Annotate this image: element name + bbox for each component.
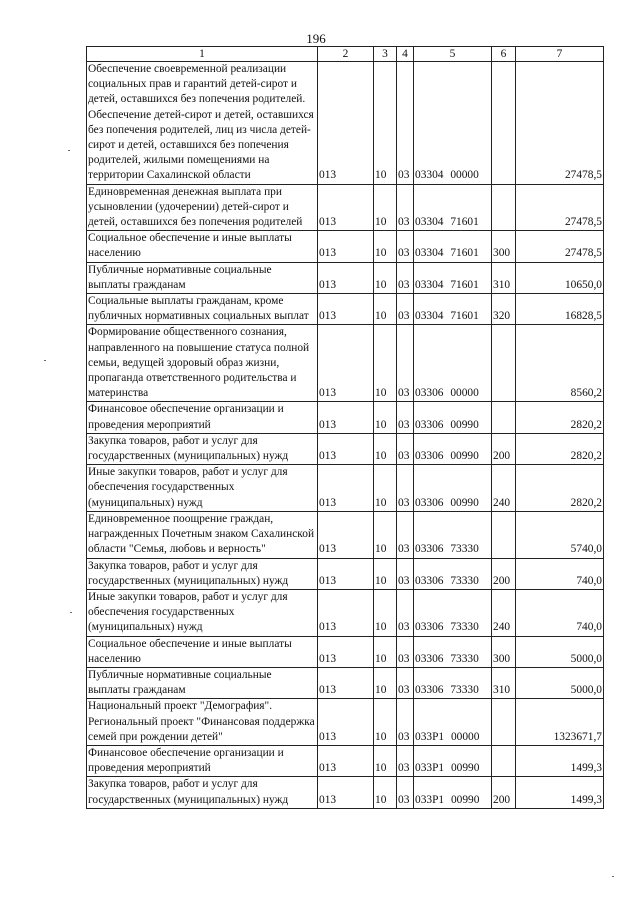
cell-name: Социальные выплаты гражданам, кроме публичных нормативных социальных выплат bbox=[87, 294, 318, 325]
cell-name: Закупка товаров, работ и услуг для государственных (муниципальных) нужд bbox=[87, 777, 318, 808]
column-header: 7 bbox=[516, 47, 604, 62]
table-row bbox=[87, 745, 604, 776]
cell-amount: 1499,3 bbox=[516, 777, 604, 808]
cell-name: Финансовое обеспечение организации и проведения мероприятий bbox=[87, 402, 318, 433]
cell-amount: 1323671,7 bbox=[516, 699, 604, 746]
cell-section: 10 bbox=[374, 589, 397, 636]
cell-ministry-code: 013 bbox=[318, 465, 374, 512]
cell-target-article: 03304 71601 bbox=[414, 294, 492, 325]
cell-ministry-code: 013 bbox=[318, 589, 374, 636]
cell-subsection: 03 bbox=[397, 511, 414, 558]
cell-subsection: 03 bbox=[397, 465, 414, 512]
cell-subsection: 03 bbox=[397, 558, 414, 589]
cell-name: Закупка товаров, работ и услуг для государственных (муниципальных) нужд bbox=[87, 558, 318, 589]
cell-expense-kind bbox=[492, 402, 516, 433]
cell-target-article: 03306 73330 bbox=[414, 636, 492, 667]
cell-section: 10 bbox=[374, 745, 397, 776]
cell-target-article: 03306 73330 bbox=[414, 667, 492, 698]
table-row bbox=[87, 636, 604, 667]
cell-section: 10 bbox=[374, 636, 397, 667]
cell-ministry-code: 013 bbox=[318, 667, 374, 698]
cell-target-article: 03306 00000 bbox=[414, 325, 492, 402]
table-row bbox=[87, 667, 604, 698]
cell-subsection: 03 bbox=[397, 699, 414, 746]
cell-amount: 1499,3 bbox=[516, 745, 604, 776]
cell-ministry-code: 013 bbox=[318, 184, 374, 231]
cell-target-article: 03306 00990 bbox=[414, 465, 492, 512]
cell-expense-kind bbox=[492, 184, 516, 231]
cell-subsection: 03 bbox=[397, 294, 414, 325]
cell-subsection: 03 bbox=[397, 325, 414, 402]
cell-amount: 5000,0 bbox=[516, 636, 604, 667]
cell-target-article: 033P1 00000 bbox=[414, 699, 492, 746]
table-row bbox=[87, 294, 604, 325]
cell-expense-kind: 300 bbox=[492, 636, 516, 667]
cell-amount: 5000,0 bbox=[516, 667, 604, 698]
cell-expense-kind: 200 bbox=[492, 433, 516, 464]
cell-amount: 27478,5 bbox=[516, 231, 604, 262]
cell-section: 10 bbox=[374, 558, 397, 589]
cell-amount: 10650,0 bbox=[516, 262, 604, 293]
cell-ministry-code: 013 bbox=[318, 402, 374, 433]
cell-amount: 2820,2 bbox=[516, 433, 604, 464]
cell-subsection: 03 bbox=[397, 589, 414, 636]
cell-target-article: 03304 71601 bbox=[414, 184, 492, 231]
column-header-row bbox=[87, 47, 604, 62]
column-header: 5 bbox=[414, 47, 492, 62]
cell-amount: 5740,0 bbox=[516, 511, 604, 558]
table-row bbox=[87, 62, 604, 185]
cell-name: Публичные нормативные социальные выплаты гражданам bbox=[87, 262, 318, 293]
cell-amount: 740,0 bbox=[516, 589, 604, 636]
cell-subsection: 03 bbox=[397, 636, 414, 667]
cell-section: 10 bbox=[374, 184, 397, 231]
cell-amount: 2820,2 bbox=[516, 402, 604, 433]
cell-ministry-code: 013 bbox=[318, 699, 374, 746]
cell-amount: 27478,5 bbox=[516, 184, 604, 231]
cell-subsection: 03 bbox=[397, 184, 414, 231]
cell-ministry-code: 013 bbox=[318, 636, 374, 667]
column-header: 1 bbox=[87, 47, 318, 62]
cell-subsection: 03 bbox=[397, 231, 414, 262]
cell-subsection: 03 bbox=[397, 433, 414, 464]
budget-table bbox=[86, 46, 604, 809]
cell-subsection: 03 bbox=[397, 745, 414, 776]
cell-ministry-code: 013 bbox=[318, 745, 374, 776]
cell-name: Финансовое обеспечение организации и проведения мероприятий bbox=[87, 745, 318, 776]
column-header: 3 bbox=[374, 47, 397, 62]
cell-target-article: 03306 73330 bbox=[414, 511, 492, 558]
cell-ministry-code: 013 bbox=[318, 262, 374, 293]
table-row bbox=[87, 262, 604, 293]
cell-expense-kind: 310 bbox=[492, 667, 516, 698]
cell-ministry-code: 013 bbox=[318, 777, 374, 808]
cell-amount: 740,0 bbox=[516, 558, 604, 589]
table-body bbox=[87, 62, 604, 809]
cell-expense-kind: 240 bbox=[492, 589, 516, 636]
cell-section: 10 bbox=[374, 62, 397, 185]
cell-section: 10 bbox=[374, 699, 397, 746]
cell-target-article: 03304 71601 bbox=[414, 262, 492, 293]
cell-name: Социальное обеспечение и иные выплаты населению bbox=[87, 231, 318, 262]
cell-section: 10 bbox=[374, 294, 397, 325]
cell-name: Обеспечение своевременной реализации социальных прав и гарантий детей-сирот и детей, оставшихся без попечения родителей. Обеспечение детей-сирот и детей, оставшихся без попечения родителей, лиц из числа детей-сирот и детей, оставшихся без попечения родителей, жилыми помещениями на территории Сахалинской области bbox=[87, 62, 318, 185]
cell-expense-kind: 240 bbox=[492, 465, 516, 512]
page-number: 196 bbox=[306, 31, 326, 46]
table-row bbox=[87, 325, 604, 402]
cell-ministry-code: 013 bbox=[318, 558, 374, 589]
cell-section: 10 bbox=[374, 667, 397, 698]
cell-amount: 16828,5 bbox=[516, 294, 604, 325]
cell-section: 10 bbox=[374, 231, 397, 262]
table-row bbox=[87, 184, 604, 231]
cell-name: Единовременное поощрение граждан, награжденных Почетным знаком Сахалинской области "Семья, любовь и верность" bbox=[87, 511, 318, 558]
cell-section: 10 bbox=[374, 262, 397, 293]
cell-target-article: 033P1 00990 bbox=[414, 777, 492, 808]
cell-subsection: 03 bbox=[397, 62, 414, 185]
cell-name: Единовременная денежная выплата при усыновлении (удочерении) детей-сирот и детей, оставшихся без попечения родителей bbox=[87, 184, 318, 231]
table-row bbox=[87, 558, 604, 589]
cell-section: 10 bbox=[374, 433, 397, 464]
cell-expense-kind: 200 bbox=[492, 558, 516, 589]
cell-expense-kind bbox=[492, 745, 516, 776]
cell-target-article: 033P1 00990 bbox=[414, 745, 492, 776]
table-row bbox=[87, 231, 604, 262]
cell-expense-kind bbox=[492, 325, 516, 402]
cell-expense-kind bbox=[492, 511, 516, 558]
cell-section: 10 bbox=[374, 465, 397, 512]
cell-expense-kind bbox=[492, 699, 516, 746]
cell-target-article: 03306 00990 bbox=[414, 433, 492, 464]
cell-expense-kind: 300 bbox=[492, 231, 516, 262]
cell-section: 10 bbox=[374, 777, 397, 808]
cell-amount: 8560,2 bbox=[516, 325, 604, 402]
column-header: 6 bbox=[492, 47, 516, 62]
scan-speck bbox=[44, 360, 46, 361]
cell-subsection: 03 bbox=[397, 262, 414, 293]
scan-speck bbox=[612, 876, 614, 877]
cell-subsection: 03 bbox=[397, 402, 414, 433]
scan-speck bbox=[68, 150, 70, 151]
cell-target-article: 03306 73330 bbox=[414, 558, 492, 589]
cell-ministry-code: 013 bbox=[318, 325, 374, 402]
table-row bbox=[87, 589, 604, 636]
cell-ministry-code: 013 bbox=[318, 294, 374, 325]
cell-name: Иные закупки товаров, работ и услуг для обеспечения государственных (муниципальных) нужд bbox=[87, 465, 318, 512]
cell-expense-kind: 200 bbox=[492, 777, 516, 808]
cell-ministry-code: 013 bbox=[318, 231, 374, 262]
cell-target-article: 03304 00000 bbox=[414, 62, 492, 185]
table-row bbox=[87, 699, 604, 746]
table-row bbox=[87, 465, 604, 512]
cell-target-article: 03306 00990 bbox=[414, 402, 492, 433]
cell-name: Формирование общественного сознания, направленного на повышение статуса полной семьи, ведущей здоровый образ жизни, пропаганда ответственного родительства и материнства bbox=[87, 325, 318, 402]
cell-subsection: 03 bbox=[397, 667, 414, 698]
cell-expense-kind: 320 bbox=[492, 294, 516, 325]
cell-name: Социальное обеспечение и иные выплаты населению bbox=[87, 636, 318, 667]
cell-section: 10 bbox=[374, 511, 397, 558]
cell-amount: 2820,2 bbox=[516, 465, 604, 512]
table-row bbox=[87, 511, 604, 558]
cell-name: Публичные нормативные социальные выплаты гражданам bbox=[87, 667, 318, 698]
cell-ministry-code: 013 bbox=[318, 433, 374, 464]
cell-name: Иные закупки товаров, работ и услуг для обеспечения государственных (муниципальных) нужд bbox=[87, 589, 318, 636]
cell-section: 10 bbox=[374, 325, 397, 402]
column-header: 2 bbox=[318, 47, 374, 62]
cell-amount: 27478,5 bbox=[516, 62, 604, 185]
column-header: 4 bbox=[397, 47, 414, 62]
cell-expense-kind bbox=[492, 62, 516, 185]
table-row bbox=[87, 777, 604, 808]
cell-subsection: 03 bbox=[397, 777, 414, 808]
cell-ministry-code: 013 bbox=[318, 511, 374, 558]
cell-name: Закупка товаров, работ и услуг для государственных (муниципальных) нужд bbox=[87, 433, 318, 464]
cell-expense-kind: 310 bbox=[492, 262, 516, 293]
table-row bbox=[87, 433, 604, 464]
scan-speck bbox=[70, 612, 72, 613]
cell-ministry-code: 013 bbox=[318, 62, 374, 185]
cell-target-article: 03304 71601 bbox=[414, 231, 492, 262]
cell-section: 10 bbox=[374, 402, 397, 433]
cell-name: Национальный проект "Демография". Региональный проект "Финансовая поддержка семей при рождении детей" bbox=[87, 699, 318, 746]
cell-target-article: 03306 73330 bbox=[414, 589, 492, 636]
table-row bbox=[87, 402, 604, 433]
